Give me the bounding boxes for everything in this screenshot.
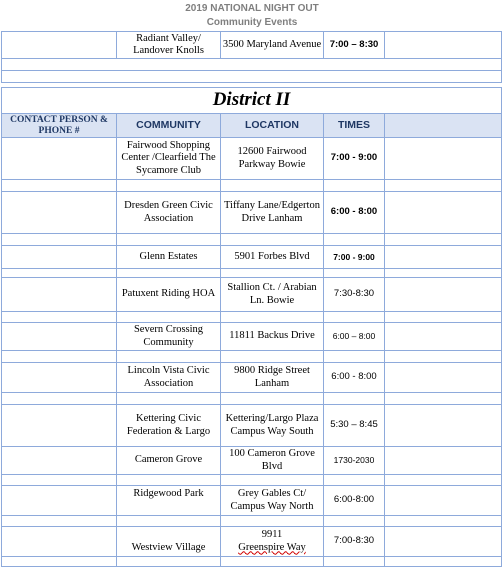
time-cell: 7:00 - 9:00 (324, 138, 385, 180)
table-row (2, 246, 502, 269)
community-cell: Glenn Estates (117, 246, 221, 269)
location-cell (221, 527, 324, 557)
community-cell: Ridgewood Park (117, 486, 221, 516)
district-1-table (1, 31, 502, 83)
time-cell: 6:00 - 8:00 (324, 363, 385, 393)
column-header-location: LOCATION (221, 114, 324, 138)
table-row (2, 32, 502, 59)
time-cell: 7:00-8:30 (324, 527, 385, 557)
spacer-row (2, 351, 502, 363)
table-row (2, 486, 502, 516)
time-cell: 7:30-8:30 (324, 278, 385, 312)
table-row (2, 323, 502, 351)
column-header-blank (385, 114, 502, 138)
community-cell: Severn Crossing Community (117, 323, 221, 351)
spacer-row (2, 312, 502, 323)
blank-cell (385, 32, 502, 59)
location-cell: 3500 Maryland Avenue (221, 32, 324, 59)
spacer-row (2, 71, 502, 83)
spacer-row (2, 475, 502, 486)
location-line: 9911 (261, 529, 283, 540)
time-cell: 6:00 - 8:00 (324, 192, 385, 234)
location-cell: 11811 Backus Drive (221, 323, 324, 351)
location-cell: Grey Gables Ct/ Campus Way North (221, 486, 324, 516)
location-cell: 100 Cameron Grove Blvd (221, 447, 324, 475)
table-row (2, 527, 502, 557)
community-cell: Westview Village (117, 527, 221, 557)
spacer-row (2, 516, 502, 527)
table-row (2, 138, 502, 180)
district-title: District II (2, 88, 502, 114)
community-cell: Fairwood Shopping Center /Clearfield The Sycamore Club (117, 138, 221, 180)
location-cell: 12600 Fairwood Parkway Bowie (221, 138, 324, 180)
location-cell: Stallion Ct. / Arabian Ln. Bowie (221, 278, 324, 312)
table-row (2, 447, 502, 475)
document-title: 2019 NATIONAL NIGHT OUT (185, 3, 319, 14)
table-row (2, 192, 502, 234)
time-cell: 6:00-8:00 (324, 486, 385, 516)
column-header-contact: CONTACT PERSON & PHONE # (2, 114, 117, 138)
community-cell: Kettering Civic Federation & Largo (117, 405, 221, 447)
spacer-row (2, 269, 502, 278)
column-header-community: COMMUNITY (117, 114, 221, 138)
district-2-table (1, 87, 502, 567)
location-line: Greenspire Way (238, 541, 306, 553)
table-row (2, 363, 502, 393)
location-cell: Kettering/Largo Plaza Campus Way South (221, 405, 324, 447)
time-cell: 7:00 – 8:30 (324, 32, 385, 59)
contact-cell (2, 32, 117, 59)
spacer-row (2, 234, 502, 246)
time-cell: 1730-2030 (324, 447, 385, 475)
community-cell: Dresden Green Civic Association (117, 192, 221, 234)
location-cell: 9800 Ridge Street Lanham (221, 363, 324, 393)
community-cell: Cameron Grove (117, 447, 221, 475)
table-row (2, 278, 502, 312)
column-header-times: TIMES (324, 114, 385, 138)
column-header-row (2, 114, 502, 138)
community-cell: Patuxent Riding HOA (117, 278, 221, 312)
table-row (2, 405, 502, 447)
spacer-row (2, 180, 502, 192)
document-subtitle: Community Events (206, 17, 298, 28)
community-cell: Radiant Valley/ Landover Knolls (117, 32, 221, 59)
spacer-row (2, 59, 502, 71)
district-title-row (2, 88, 502, 114)
location-cell: Tiffany Lane/Edgerton Drive Lanham (221, 192, 324, 234)
spacer-row (2, 393, 502, 405)
time-cell: 5:30 – 8:45 (324, 405, 385, 447)
spacer-row (2, 557, 502, 567)
time-cell: 7:00 - 9:00 (324, 246, 385, 269)
time-cell: 6:00 – 8:00 (324, 323, 385, 351)
location-cell: 5901 Forbes Blvd (221, 246, 324, 269)
community-cell: Lincoln Vista Civic Association (117, 363, 221, 393)
